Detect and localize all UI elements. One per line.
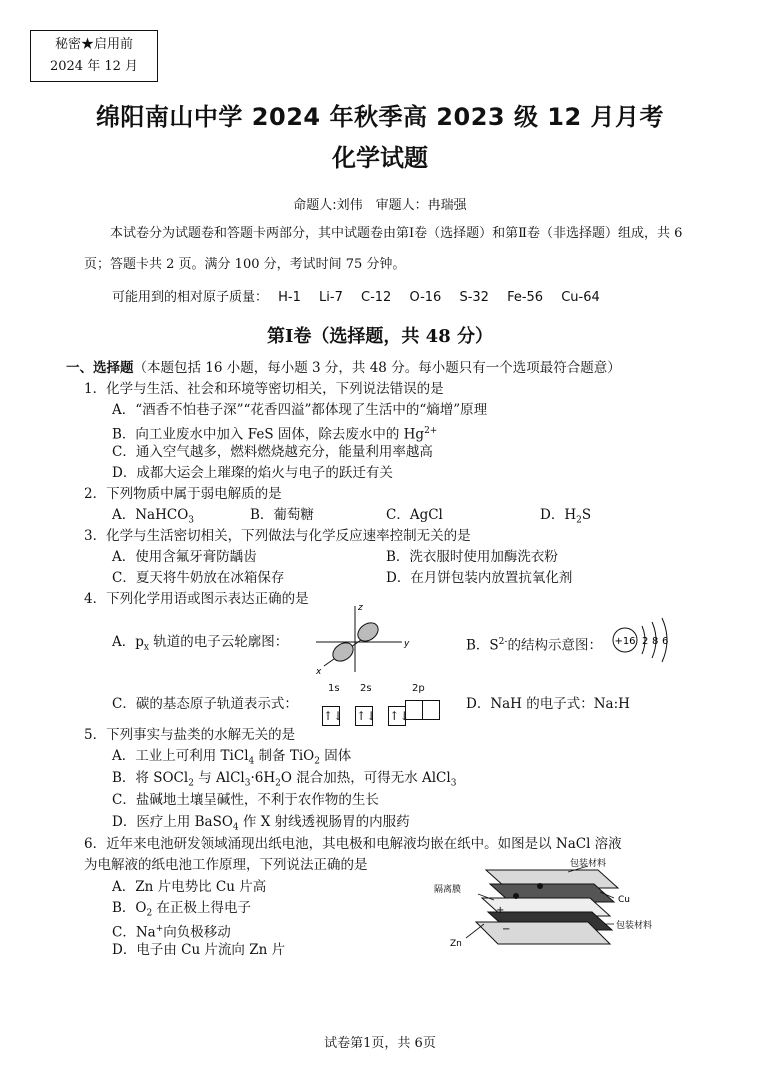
section-heading	[66, 359, 621, 377]
orbital-box-2s: ↑↓	[355, 706, 373, 726]
q3-stem: 3．化学与生活密切相关，下列做法与化学反应速率控制无关的是	[84, 528, 471, 544]
fig-label-top-packaging: 包装材料	[570, 859, 607, 869]
masses-label: 可能用到的相对原子质量：	[112, 290, 269, 305]
mass-item: O-16	[409, 290, 442, 305]
fig-label-zn: Zn	[450, 939, 462, 949]
secret-line-2: 2024 年 12 月	[49, 59, 139, 74]
shell-count: 8	[652, 636, 659, 647]
q6-option-d: D．电子由 Cu 片流向 Zn 片	[112, 942, 286, 958]
q6-stem-line2: 为电解液的纸电池工作原理，下列说法正确的是	[84, 857, 368, 873]
exam-intro: 本试卷分为试题卷和答题卡两部分，其中试题卷由第Ⅰ卷（选择题）和第Ⅱ卷（非选择题）组成，共 6 页；答题卡共 2 页。满分 100 分，考试时间 75 分钟。	[84, 226, 683, 272]
px-orbital-diagram	[310, 600, 420, 680]
axis-y-label: y	[404, 639, 410, 649]
atomic-masses	[112, 286, 614, 305]
q2-option-b: B．葡萄糖	[250, 507, 314, 523]
orbital-lobe-upper	[354, 619, 381, 645]
part1-title: 第Ⅰ卷（选择题，共 48 分）	[266, 326, 493, 347]
q1-option-b: B．向工业废水中加入 FeS 固体，除去废水中的 $Hg^{2+}$	[112, 426, 438, 443]
orbital-boxes	[322, 700, 440, 726]
mass-item: Fe-56	[507, 290, 544, 305]
orbital-lobe-lower	[329, 639, 356, 665]
secret-line-1: 秘密★启用前	[54, 37, 133, 52]
q2-option-a: A．NaHCO$_3$	[112, 507, 195, 526]
q4-option-c: C．碳的基态原子轨道表示式：	[112, 696, 298, 712]
q5-option-c: C．盐碱地土壤呈碱性，不利于农作物的生长	[112, 792, 379, 808]
contact-dot	[537, 883, 543, 889]
orbital-label-2p: 2p	[412, 683, 425, 694]
mass-item: S-32	[459, 290, 489, 305]
axis-z-label: z	[358, 603, 363, 613]
section-note: （本题包括 16 小题，每小题 3 分，共 48 分。每小题只有一个选项最符合题意）	[133, 360, 621, 376]
q5-stem: 5．下列事实与盐类的水解无关的是	[84, 727, 296, 743]
axis-x-label: x	[316, 667, 322, 677]
orbital-label-2s: 2s	[360, 683, 372, 694]
q5-option-d: D．医疗上用 BaSO$_4$ 作 X 射线透视肠胃的内服药	[112, 814, 410, 833]
q1-option-a: A．“酒香不怕巷子深”“花香四溢”都体现了生活中的“熵增”原理	[112, 402, 488, 418]
q6-stem-line1: 6．近年来电池研发领域涌现出纸电池，其电极和电解液均嵌在纸中。如图是以 NaCl 溶液	[84, 836, 622, 852]
label-leader	[466, 924, 484, 938]
contact-dot	[513, 893, 519, 899]
q5-option-a: A．工业上可利用 TiCl$_4$ 制备 TiO$_2$ 固体	[112, 748, 352, 767]
fig-label-separator: 隔离膜	[434, 885, 462, 895]
q6-option-a: A．Zn 片电势比 Cu 片高	[112, 879, 267, 895]
section-label: 一、选择题	[66, 360, 134, 376]
q4-stem: 4．下列化学用语或图示表达正确的是	[84, 591, 309, 607]
q3-option-b: B．洗衣服时使用加酶洗衣粉	[386, 549, 558, 565]
q4-option-a: A．$p_x$ 轨道的电子云轮廓图：	[112, 634, 289, 653]
paper-battery-diagram	[418, 858, 680, 958]
exam-authors: 命题人:刘伟 审题人：冉瑞强	[293, 198, 467, 213]
nucleus-charge: +16	[614, 636, 636, 647]
q1-option-c: C．通入空气越多，燃料燃烧越充分，能量利用率越高	[112, 444, 433, 460]
orbital-box-2p	[422, 700, 440, 720]
q3-option-a: A．使用含氟牙膏防龋齿	[112, 549, 257, 565]
orbital-box-2p: ↑↓	[388, 706, 406, 726]
bottom-packaging-layer	[476, 922, 610, 944]
q2-stem: 2．下列物质中属于弱电解质的是	[84, 486, 282, 502]
q4-option-b: B．$S^{2-}$的结构示意图：	[466, 637, 602, 654]
q3-option-d: D．在月饼包装内放置抗氧化剂	[386, 570, 573, 586]
secret-stamp-box	[30, 30, 158, 82]
orbital-box-2p	[405, 700, 423, 720]
terminal-plus: +	[496, 905, 505, 916]
q4-option-d: D．NaH 的电子式：Na:H	[466, 696, 630, 712]
page-footer: 试卷第1页，共 6页	[324, 1036, 436, 1051]
mass-item: Cu-64	[561, 290, 600, 305]
q3-option-c: C．夏天将牛奶放在冰箱保存	[112, 570, 285, 586]
q6-option-b: B．$O_2$ 在正极上得电子	[112, 900, 252, 919]
q1-option-d: D．成都大运会上璀璨的焰火与电子的跃迁有关	[112, 465, 393, 481]
q2-option-c: C．AgCl	[386, 507, 443, 523]
q2-option-d: D．$H_2S$	[540, 507, 592, 526]
fig-label-cu: Cu	[618, 895, 630, 905]
mass-item: H-1	[278, 290, 301, 305]
exam-title: 绵阳南山中学 2024 年秋季高 2023 级 12 月月考	[95, 103, 665, 131]
q1-stem: 1．化学与生活、社会和环境等密切相关，下列说法错误的是	[84, 381, 444, 397]
q6-option-c: C．Na+向负极移动	[112, 924, 231, 941]
shell-count: 6	[662, 636, 669, 647]
mass-item: C-12	[361, 290, 392, 305]
exam-subtitle: 化学试题	[332, 144, 428, 172]
terminal-minus: −	[502, 924, 511, 935]
mass-item: Li-7	[319, 290, 343, 305]
orbital-box-1s: ↑↓	[322, 706, 340, 726]
shell-count: 2	[642, 636, 649, 647]
fig-label-bottom-packaging: 包装材料	[616, 921, 653, 931]
q5-option-b: B．将 SOCl$_2$ 与 $AlCl_3\cdot 6H_2O$ 混合加热，可得无水 AlCl$_3$	[112, 770, 457, 789]
orbital-label-1s: 1s	[328, 683, 340, 694]
s2-structure-diagram	[610, 612, 680, 668]
